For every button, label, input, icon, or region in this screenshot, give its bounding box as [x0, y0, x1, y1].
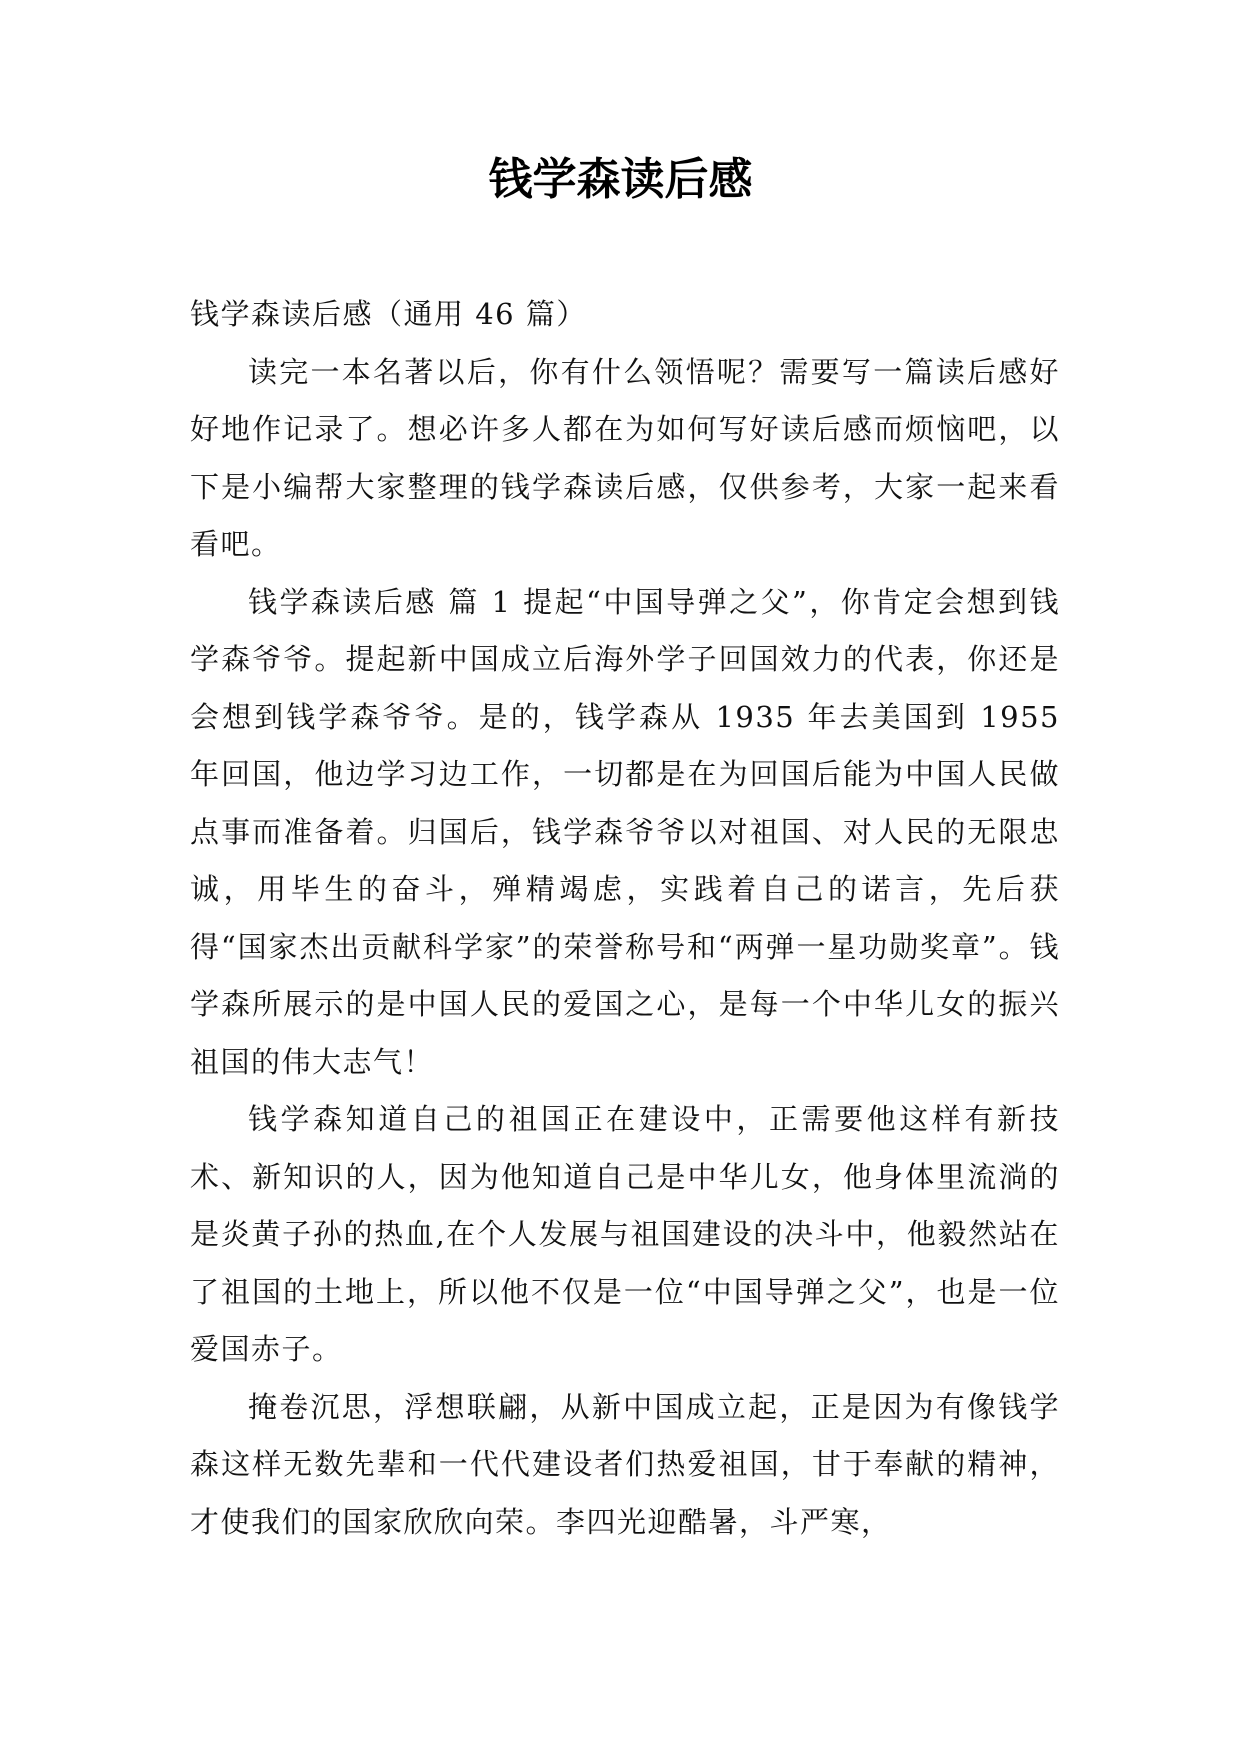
document-title: 钱学森读后感	[488, 154, 753, 205]
paragraph-part-1: 钱学森读后感 篇 1 提起“中国导弹之父”，你肯定会想到钱学森爷爷。提起新中国成立后海外学子回国效力的代表，你还是会想到钱学森爷爷。是的，钱学森从 1935 年去美国到 1955 年回国，他边学习边工作，一切都是在为回国后能为中国人民做点事而准备着。归国后，钱学森爷爷以对祖国、对人民的无限忠诚，用毕生的奋斗，殚精竭虑，实践着自己的诺言，先后获得“国家杰出贡献科学家”的荣誉称号和“两弹一星功勋奖章”。钱学森所展示的是中国人民的爱国之心，是每一个中华儿女的振兴祖国的伟大志气！	[190, 584, 1060, 1079]
paragraph-reflection: 掩卷沉思，浮想联翩，从新中国成立起，正是因为有像钱学森这样无数先辈和一代代建设者们热爱祖国，甘于奉献的精神，才使我们的国家欣欣向荣。李四光迎酷暑，斗严寒，	[190, 1389, 1060, 1539]
paragraph-patriotism: 钱学森知道自己的祖国正在建设中，正需要他这样有新技术、新知识的人，因为他知道自己是中华儿女，他身体里流淌的是炎黄子孙的热血,在个人发展与祖国建设的决斗中，他毅然站在了祖国的土地上，所以他不仅是一位“中国导弹之父”，也是一位爱国赤子。	[190, 1102, 1060, 1366]
paragraph-intro: 读完一本名著以后，你有什么领悟呢？需要写一篇读后感好好地作记录了。想必许多人都在为如何写好读后感而烦恼吧，以下是小编帮大家整理的钱学森读后感，仅供参考，大家一起来看看吧。	[190, 354, 1060, 561]
document-body	[190, 286, 1060, 1551]
document-subtitle: 钱学森读后感（通用 46 篇）	[190, 297, 587, 331]
